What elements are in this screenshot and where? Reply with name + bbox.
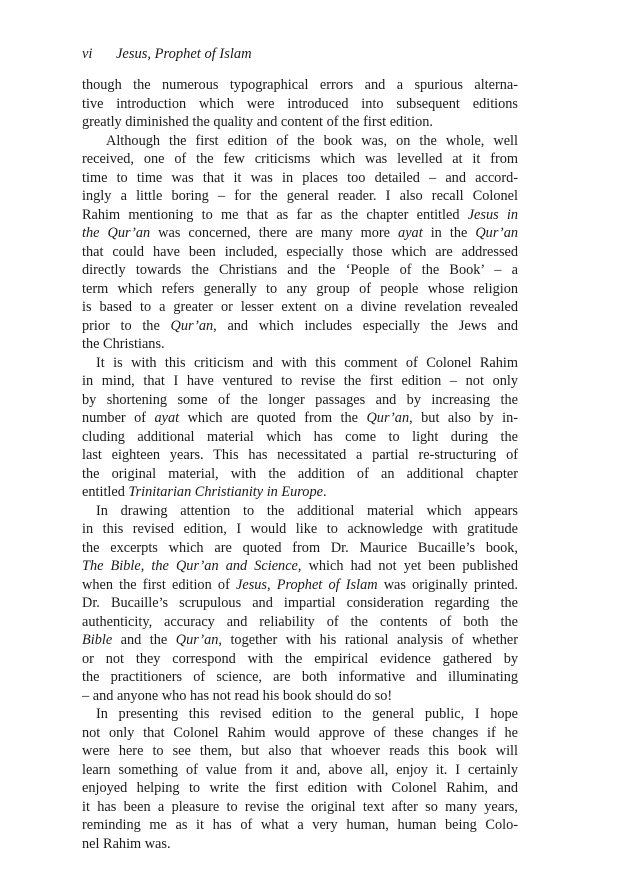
text-line bbox=[82, 298, 518, 317]
text-run: number of bbox=[82, 410, 155, 426]
text-line bbox=[82, 243, 518, 262]
italic-text: Jesus, Prophet of Islam bbox=[236, 576, 378, 593]
text-run: . bbox=[322, 484, 327, 500]
italic-text: Qur’an bbox=[366, 410, 410, 426]
text-line bbox=[82, 391, 518, 410]
text-run: cluding additional material which has come to light during the bbox=[82, 428, 518, 445]
italic-text: The Bible, the Qur’an and Science bbox=[82, 558, 298, 574]
text-run: entitled bbox=[82, 484, 129, 500]
text-run: learn something of value from it and, above all, enjoy it. I certainly bbox=[82, 761, 518, 778]
text-line bbox=[82, 169, 518, 188]
paragraph bbox=[82, 354, 518, 502]
paragraph bbox=[82, 76, 518, 132]
text-run: reminding me as it has of what a very human, human being Colo- bbox=[82, 817, 518, 833]
text-line bbox=[82, 187, 518, 206]
text-run: , but also by in- bbox=[409, 410, 518, 426]
text-line bbox=[82, 650, 518, 669]
text-run: , and which includes especially the Jews and bbox=[213, 317, 518, 334]
text-run: – and anyone who has not read his book should do so! bbox=[82, 687, 393, 704]
text-line bbox=[82, 335, 518, 354]
text-line bbox=[82, 409, 518, 428]
italic-text: Jesus in bbox=[467, 206, 519, 223]
text-run: in this revised edition, I would like to acknowledge with gratitude bbox=[82, 521, 518, 537]
text-line bbox=[82, 761, 518, 780]
italic-text: Qur’an bbox=[175, 632, 219, 648]
text-line bbox=[82, 539, 518, 558]
text-run: is based to a greater or lesser extent on a divine revelation revealed bbox=[82, 299, 518, 315]
text-run: the excerpts which are quoted from Dr. Maurice Bucaille’s book, bbox=[82, 539, 518, 556]
text-run: In presenting this revised edition to the general public, I hope bbox=[96, 706, 518, 722]
text-line bbox=[82, 631, 518, 650]
text-run: though the numerous typographical errors and a spurious alterna- bbox=[82, 77, 518, 93]
text-run: by shortening some of the longer passages and by increasing the bbox=[82, 391, 518, 408]
text-line bbox=[82, 113, 518, 132]
text-line bbox=[82, 150, 518, 169]
text-run: It is with this criticism and with this comment of Colonel Rahim bbox=[96, 354, 518, 371]
text-run: last eighteen years. This has necessitated a partial re-structuring of bbox=[82, 447, 518, 463]
text-line bbox=[82, 576, 518, 595]
text-line bbox=[82, 816, 518, 835]
text-run: the practitioners of science, are both informative and illuminating bbox=[82, 669, 518, 685]
text-run: , which had not yet been published bbox=[297, 558, 518, 574]
text-run: and the bbox=[112, 632, 176, 648]
text-line bbox=[82, 594, 518, 613]
text-run: were here to see them, but also that whoever reads this book will bbox=[82, 743, 518, 759]
text-run: received, one of the few criticisms which was levelled at it from bbox=[82, 151, 518, 167]
text-run: in mind, that I have ventured to revise the first edition – not only bbox=[82, 373, 518, 389]
text-line bbox=[82, 206, 518, 225]
text-run: In drawing attention to the additional material which appears bbox=[96, 502, 518, 519]
text-line bbox=[82, 317, 518, 336]
text-line bbox=[82, 668, 518, 687]
text-run: when the first edition of bbox=[82, 576, 237, 593]
italic-text: Qur’an bbox=[170, 317, 214, 334]
text-run: it has been a pleasure to revise the original text after so many years, bbox=[82, 798, 518, 815]
running-head bbox=[82, 44, 518, 64]
text-run: which are quoted from the bbox=[179, 410, 367, 426]
text-line bbox=[82, 280, 518, 299]
page-number: vi bbox=[82, 46, 93, 62]
italic-text: Bible bbox=[82, 632, 113, 648]
italic-text: Trinitarian Christianity in Europe bbox=[128, 484, 323, 500]
text-run: the Christians. bbox=[82, 336, 165, 352]
text-line bbox=[82, 372, 518, 391]
text-line bbox=[82, 465, 518, 484]
text-line bbox=[82, 798, 518, 817]
text-line bbox=[82, 613, 518, 632]
text-run: time to time was that it was in places too detailed – and accord- bbox=[82, 169, 518, 186]
text-line bbox=[82, 687, 518, 706]
text-run: authenticity, accuracy and reliability of the contents of both the bbox=[82, 613, 518, 630]
text-line bbox=[82, 354, 518, 373]
paragraph bbox=[82, 705, 518, 853]
text-line bbox=[82, 779, 518, 798]
text-line bbox=[82, 446, 518, 465]
text-run: or not they correspond with the empirical evidence gathered by bbox=[82, 650, 518, 667]
text-line bbox=[82, 724, 518, 743]
paragraph bbox=[82, 132, 518, 354]
text-line bbox=[82, 76, 518, 95]
text-run: Rahim mentioning to me that as far as the chapter entitled bbox=[82, 206, 468, 223]
text-line bbox=[82, 95, 518, 114]
text-run: enjoyed helping to write the first edition with Colonel Rahim, and bbox=[82, 780, 518, 796]
text-run: in the bbox=[422, 225, 476, 241]
text-line bbox=[82, 132, 518, 151]
text-run: , together with his rational analysis of whether bbox=[218, 632, 518, 648]
book-title: Jesus, Prophet of Islam bbox=[116, 46, 252, 62]
text-run: tive introduction which were introduced into subsequent editions bbox=[82, 95, 518, 112]
text-line bbox=[82, 520, 518, 539]
text-line bbox=[82, 428, 518, 447]
text-line bbox=[82, 261, 518, 280]
text-run: Although the first edition of the book was, on the whole, well bbox=[106, 132, 518, 149]
text-line bbox=[82, 557, 518, 576]
text-run: nel Rahim was. bbox=[82, 835, 171, 852]
text-run: Dr. Bucaille’s scrupulous and impartial consideration regarding the bbox=[82, 595, 518, 611]
text-run: directly towards the Christians and the ‘People of the Book’ – a bbox=[82, 262, 518, 278]
text-line bbox=[82, 835, 518, 854]
paragraph bbox=[82, 502, 518, 706]
text-line bbox=[82, 705, 518, 724]
text-run: was originally printed. bbox=[377, 576, 518, 593]
italic-text: ayat bbox=[398, 225, 423, 241]
text-run: term which refers generally to any group of people whose religion bbox=[82, 280, 518, 297]
italic-text: Qur’an bbox=[475, 225, 518, 241]
italic-text: ayat bbox=[154, 410, 180, 426]
text-run: that could have been included, especially those which are addressed bbox=[82, 243, 518, 260]
text-line bbox=[82, 742, 518, 761]
text-run: not only that Colonel Rahim would approve of these changes if he bbox=[82, 724, 518, 741]
text-line bbox=[82, 483, 518, 502]
italic-text: the Qur’an bbox=[82, 225, 151, 241]
text-line bbox=[82, 502, 518, 521]
text-run: the original material, with the addition of an additional chapter bbox=[82, 465, 518, 482]
text-run: was concerned, there are many more bbox=[150, 225, 399, 241]
text-run: greatly diminished the quality and content of the first edition. bbox=[82, 114, 433, 130]
text-line bbox=[82, 224, 518, 243]
text-run: prior to the bbox=[82, 317, 171, 334]
body-text bbox=[82, 76, 518, 853]
text-run: ingly a little boring – for the general reader. I also recall Colonel bbox=[82, 188, 518, 204]
book-page bbox=[82, 44, 518, 853]
